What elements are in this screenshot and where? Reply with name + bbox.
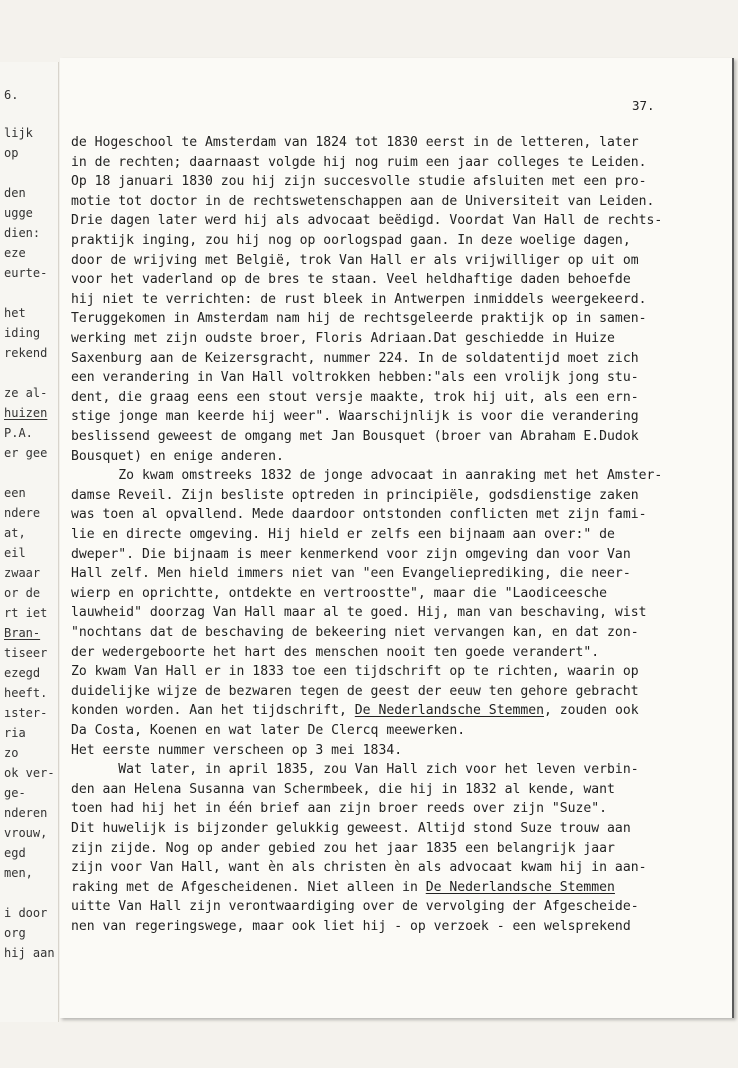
previous-page-line: heeft. (4, 686, 48, 700)
text-line (71, 134, 639, 152)
previous-page-line: op (4, 146, 19, 160)
text-line (71, 624, 639, 642)
text-segment: Hall zelf. Men hield immers niet van "een Evangelieprediking, die neer- (71, 566, 631, 581)
previous-page-line: eurte- (4, 266, 48, 280)
text-segment: werking met zijn oudste broer, Floris Adriaan.Dat geschiedde in Huize (71, 331, 615, 346)
text-line (71, 428, 639, 446)
text-line (71, 898, 639, 916)
text-segment: Zo kwam Van Hall er in 1833 toe een tijdschrift op te richten, waarin op (71, 664, 639, 679)
text-segment: motie tot doctor in de rechtswetenschappen aan de Universiteit van Leiden. (71, 194, 655, 209)
text-segment: "nochtans dat de beschaving de bekeering niet vervangen kan, en dat zon- (71, 625, 639, 640)
previous-page-line: rekend (4, 346, 48, 360)
text-line (71, 487, 639, 505)
previous-page-line: ezegd (4, 666, 41, 680)
text-segment: Wat later, in april 1835, zou Van Hall zich voor het leven verbin- (71, 762, 639, 777)
text-line (71, 604, 646, 622)
previous-page-line: men, (4, 866, 33, 880)
text-line (71, 526, 615, 544)
text-line (71, 212, 662, 230)
text-line (71, 702, 639, 720)
previous-page-line: zo (4, 746, 19, 760)
text-segment: zijn zijde. Nog op ander gebied zou het jaar 1835 een belangrijk jaar (71, 841, 615, 856)
text-line (71, 193, 654, 211)
text-segment: konden worden. Aan het tijdschrift, (71, 703, 355, 718)
text-segment: Saxenburg aan de Keizersgracht, nummer 224. In de soldatentijd moet zich (71, 351, 639, 366)
text-segment: raking met de Afgescheidenen. Niet alleen in (71, 880, 426, 895)
text-segment: praktijk inging, zou hij nog op oorlogspad gaan. In deze woelige dagen, (71, 233, 631, 248)
text-segment: Op 18 januari 1830 zou hij zijn succesvolle studie afsluiten met een pro- (71, 174, 647, 189)
text-segment: duidelijke wijze de bezwaren tegen de geest der eeuw ten gehore gebracht (71, 684, 639, 699)
previous-page-line: dien: (4, 226, 41, 240)
text-segment: dweper". Die bijnaam is meer kenmerkend voor zijn omgeving dan voor Van (71, 547, 631, 562)
text-line (71, 663, 639, 681)
text-line (71, 506, 646, 524)
text-segment: zijn voor Van Hall, want èn als christen èn als advocaat kwam hij in aan- (71, 860, 647, 875)
text-line (71, 154, 646, 172)
text-segment: uitte Van Hall zijn verontwaardiging over de vervolging der Afgescheide- (71, 899, 639, 914)
text-line (71, 271, 631, 289)
previous-page-line: i door (4, 906, 48, 920)
text-segment: damse Reveil. Zijn besliste optreden in principiële, godsdienstige zaken (71, 488, 639, 503)
previous-page-line: een (4, 486, 26, 500)
previous-page-line: org (4, 926, 26, 940)
previous-page-line: eze (4, 246, 26, 260)
text-segment: lauwheid" doorzag Van Hall maar al te goed. Hij, man van beschaving, wist (71, 605, 647, 620)
text-segment: hij niet te verrichten: de rust bleek in Antwerpen inmiddels weergekeerd. (71, 292, 647, 307)
previous-page-line: egd (4, 846, 26, 860)
text-line (71, 859, 646, 877)
text-line (71, 350, 639, 368)
text-segment: Het eerste nummer verscheen op 3 mei 1834. (71, 743, 403, 758)
previous-page-line: ge- (4, 786, 26, 800)
text-line (71, 840, 615, 858)
previous-page-line: iding (4, 326, 41, 340)
previous-page-line: huizen (4, 406, 48, 420)
previous-page-line: ndere (4, 506, 41, 520)
text-segment: wierp en oprichtte, ontdekte en vertroostte", maar die "Laodiceesche (71, 586, 608, 601)
text-line (71, 408, 639, 426)
text-segment: was toen al opvallend. Mede daardoor ontstonden conflicten met zijn fami- (71, 507, 647, 522)
previous-page-line: ıster- (4, 706, 48, 720)
text-segment: den aan Helena Susanna van Schermbeek, die hij in 1832 al kende, want (71, 782, 615, 797)
text-segment: beslissend geweest de omgang met Jan Bousquet (broer van Abraham E.Dudok (71, 429, 639, 444)
text-line (71, 761, 639, 779)
previous-page-line: ugge (4, 206, 33, 220)
text-line (71, 742, 402, 760)
previous-page-line: den (4, 186, 26, 200)
text-line (71, 291, 646, 309)
previous-page-line: ria (4, 726, 26, 740)
previous-page-line: P.A. (4, 426, 33, 440)
text-segment: de Hogeschool te Amsterdam van 1824 tot 1830 eerst in de letteren, later (71, 135, 639, 150)
text-segment: in de rechten; daarnaast volgde hij nog ruim een jaar colleges te Leiden. (71, 155, 647, 170)
previous-page-line: hij aan (4, 946, 55, 960)
previous-page-line: Bran- (4, 626, 41, 640)
previous-page-line: or de (4, 586, 41, 600)
text-segment: Zo kwam omstreeks 1832 de jonge advocaat in aanraking met het Amster- (71, 468, 663, 483)
text-line (71, 820, 631, 838)
text-line (71, 565, 631, 583)
text-line (71, 252, 639, 270)
text-segment: door de wrijving met België, trok Van Hall er als vrijwilliger op uit om (71, 253, 639, 268)
text-segment: Dit huwelijk is bijzonder gelukkig geweest. Altijd stond Suze trouw aan (71, 821, 631, 836)
text-line (71, 310, 646, 328)
previous-page-line: 6. (4, 88, 19, 102)
text-segment: toen had hij het in één brief aan zijn broer reeds over zijn "Suze". (71, 801, 608, 816)
text-line (71, 879, 615, 897)
text-line (71, 722, 465, 740)
text-line (71, 467, 662, 485)
previous-page-margin (0, 62, 59, 1022)
text-segment: voor het vaderland op de bres te staan. Veel heldhaftige daden behoefde (71, 272, 631, 287)
previous-page-line: nderen (4, 806, 48, 820)
previous-page-line: vrouw, (4, 826, 48, 840)
previous-page-line: eil (4, 546, 26, 560)
previous-page-line: ze al- (4, 386, 48, 400)
previous-page-line: rt iet (4, 606, 48, 620)
text-line (71, 546, 631, 564)
previous-page-line: lijk (4, 126, 33, 140)
text-line (71, 585, 607, 603)
text-segment: lie en directe omgeving. Hij hield er zelfs een bijnaam aan over:" de (71, 527, 615, 542)
text-segment: Bousquet) en enige anderen. (71, 449, 284, 464)
text-segment: nen van regeringswege, maar ook liet hij - op verzoek - een welsprekend (71, 919, 631, 934)
document-page (60, 58, 734, 1018)
text-line (71, 369, 639, 387)
text-line (71, 330, 615, 348)
text-segment: der wedergeboorte het hart des menschen nooit ten goede verandert". (71, 645, 600, 660)
text-segment: dent, die graag eens een stout versje maakte, trok hij uit, als een ern- (71, 390, 639, 405)
text-segment: Da Costa, Koenen en wat later De Clercq meewerken. (71, 723, 466, 738)
journal-title: De Nederlandsche Stemmen (425, 880, 615, 895)
previous-page-line: het (4, 306, 26, 320)
text-segment: Drie dagen later werd hij als advocaat beëdigd. Voordat Van Hall de rechts- (71, 213, 663, 228)
text-line (71, 389, 639, 407)
previous-page-line: ok ver- (4, 766, 55, 780)
text-segment: een verandering in Van Hall voltrokken hebben:"als een vrolijk jong stu- (71, 370, 639, 385)
previous-page-line: at, (4, 526, 26, 540)
text-segment: , zouden ook (544, 703, 639, 718)
previous-page-line: tiseer (4, 646, 48, 660)
page-number: 37. (632, 98, 655, 113)
text-line (71, 800, 607, 818)
text-segment: Teruggekomen in Amsterdam nam hij de rechtsgeleerde praktijk op in samen- (71, 311, 647, 326)
text-line (71, 918, 631, 936)
text-line (71, 448, 284, 466)
text-line (71, 232, 631, 250)
text-line (71, 781, 615, 799)
text-line (71, 173, 646, 191)
text-segment: stige jonge man keerde hij weer". Waarschijnlijk is voor die verandering (71, 409, 639, 424)
text-line (71, 683, 639, 701)
previous-page-line: zwaar (4, 566, 41, 580)
text-line (71, 644, 599, 662)
previous-page-line: er gee (4, 446, 48, 460)
journal-title: De Nederlandsche Stemmen (354, 703, 544, 718)
